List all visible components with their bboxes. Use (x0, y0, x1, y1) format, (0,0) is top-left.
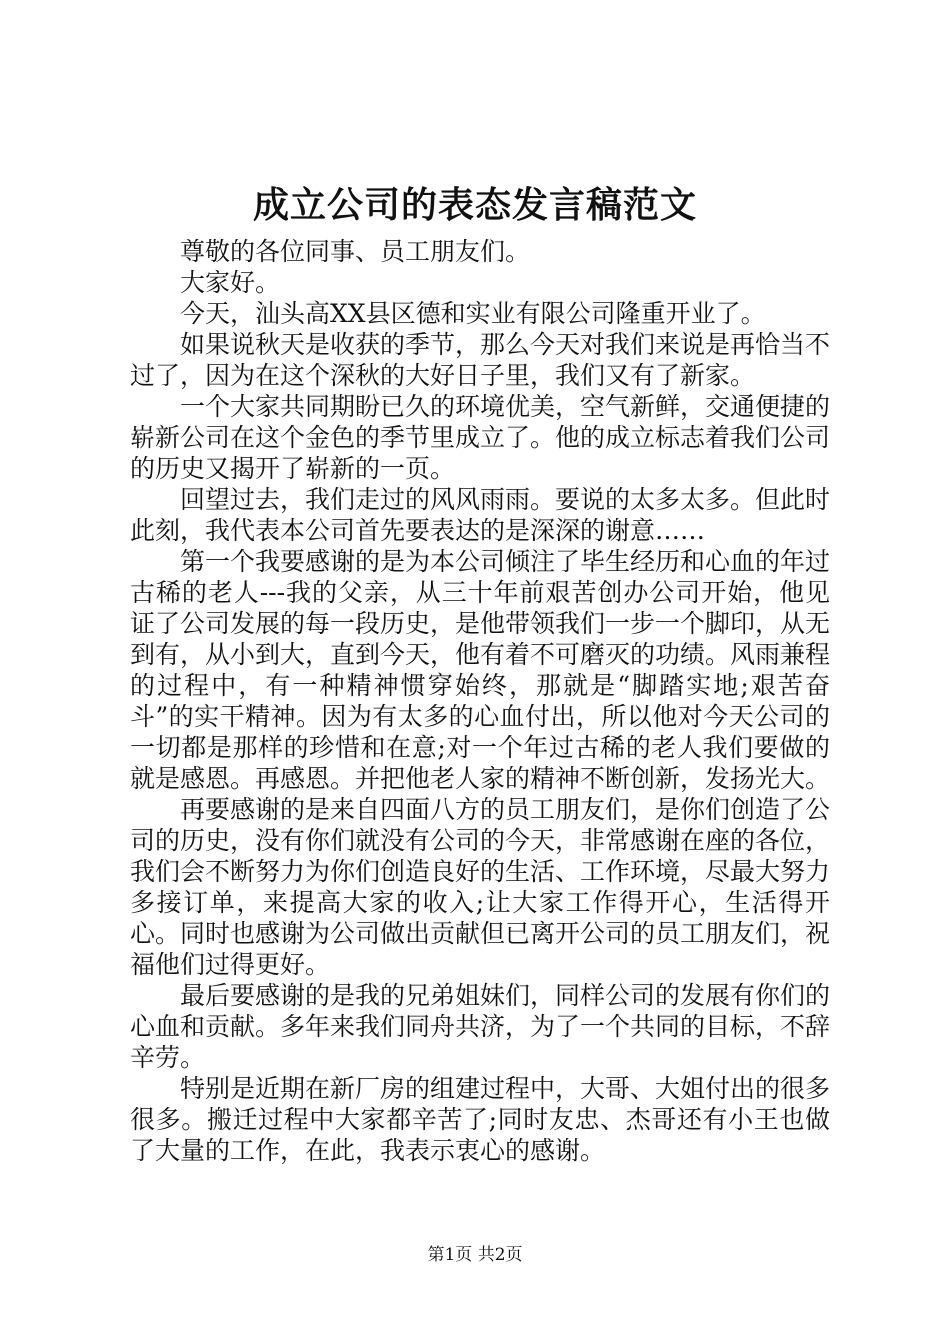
paragraph-5: 一个大家共同期盼已久的环境优美，空气新鲜，交通便捷的崭新公司在这个金色的季节里成立了。他的成立标志着我们公司的历史又揭开了崭新的一页。 (130, 392, 831, 483)
document-title: 成立公司的表态发言稿范文 (252, 184, 697, 226)
paragraph-2: 大家好。 (180, 268, 281, 297)
paragraph-3: 今天，汕头高XX县区德和实业有限公司隆重开业了。 (180, 299, 766, 328)
paragraph-9: 最后要感谢的是我的兄弟姐妹们，同样公司的发展有你们的心血和贡献。多年来我们同舟共济，为了一个共同的目标，不辞辛劳。 (130, 981, 831, 1072)
paragraph-6: 回望过去，我们走过的风风雨雨。要说的太多太多。但此时此刻，我代表本公司首先要表达的是深深的谢意…… (130, 485, 831, 545)
paragraph-8: 再要感谢的是来自四面八方的员工朋友们，是你们创造了公司的历史，没有你们就没有公司的今天，非常感谢在座的各位，我们会不断努力为你们创造良好的生活、工作环境，尽最大努力多接订单，来提高大家的收入;让大家工作得开心，生活得开心。同时也感谢为公司做出贡献但已离开公司的员工朋友们，祝福他们过得更好。 (130, 795, 831, 979)
document-body (130, 236, 830, 1166)
paragraph-1: 尊敬的各位同事、员工朋友们。 (180, 237, 531, 266)
paragraph-4: 如果说秋天是收获的季节，那么今天对我们来说是再恰当不过了，因为在这个深秋的大好日子里，我们又有了新家。 (130, 330, 831, 390)
paragraph-10: 特别是近期在新厂房的组建过程中，大哥、大姐付出的很多很多。搬迁过程中大家都辛苦了;同时友忠、杰哥还有小王也做了大量的工作，在此，我表示衷心的感谢。 (130, 1074, 831, 1165)
paragraph-7: 第一个我要感谢的是为本公司倾注了毕生经历和心血的年过古稀的老人---我的父亲，从三十年前艰苦创办公司开始，他见证了公司发展的每一段历史，是他带领我们一步一个脚印，从无到有，从小到大，直到今天，他有着不可磨灭的功绩。风雨兼程的过程中，有一种精神惯穿始终，那就是“脚踏实地;艰苦奋斗”的实干精神。因为有太多的心血付出，所以他对今天公司的一切都是那样的珍惜和在意;对一个年过古稀的老人我们要做的就是感恩。再感恩。并把他老人家的精神不断创新，发扬光大。 (130, 547, 831, 793)
page-footer: 第1页 共2页 (427, 1245, 523, 1265)
